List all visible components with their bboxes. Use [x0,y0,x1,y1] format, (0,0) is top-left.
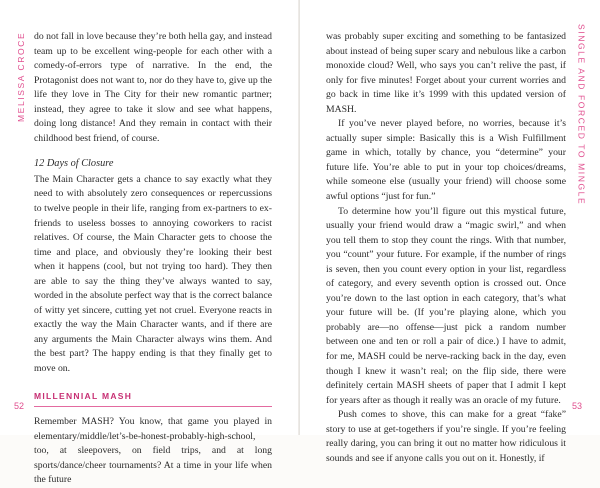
section-rule [34,406,272,407]
right-page [300,0,600,464]
paragraph: do not fall in love because they’re both hella gay, and instead team up to be excellent wing-people for each other with a comedy-of-errors type of narrative. In the end, the Protagonist does not want to, nor do they have to, give up the life they love in The City for their new romantic partner; instead, they agree to take it slow and see what happens, doing long distance! And they remain in contact with their childhood best friend, of course. [34,31,272,144]
right-body-text [326,30,566,466]
paragraph: The Main Character gets a chance to say exactly what they need to with absolutely zero consequences or repercussions to twelve people in their life, ranging from ex-partners to ex-friends to useless bosses to annoying coworkers to racist relatives. Of course, the Main Character gets to choose the time and place, and obviously they’re looking their best when it happens (cool, but not trying too hard). They then are able to say the thing they’ve always wanted to say, worded in the absolute perfect way that is the correct balance of witty yet sincere, cutting yet not cruel. Everyone reacts in exactly the way the Main Character wants, and if there are any arguments the Main Character always wins them. And the best part? The happy ending is that they finally get to move on. [34,173,272,375]
paragraph: was probably super exciting and something to be fantasized about instead of being super scary and nebulous like a carbon monoxide cloud? Well, who says you can’t relive the past, if only for five minutes! Forget about your current worries and go back in time like it’s 1999 with this updated version of MASH. [326,31,566,115]
page-number: 53 [571,401,582,411]
paragraph: If you’ve never played before, no worries, because it’s actually super simple: Basically this is a Wish Fulfillment game in which, totally by chance, you “determine” your future life. You’re able to put in your top choices/dreams, while someone else (usually your friend) will choose some awful options “just for fun.” [326,118,566,203]
left-page [0,0,300,486]
paragraph: To determine how you’ll figure out this mystical future, usually your friend would draw a “magic swirl,” and when you tell them to stop they count the rings. With that number, you “count” your future. For example, if the number of rings is seven, then you count every option in your list, regardless of category, and every seventh option is crossed out. Once you’re down to the last option in each category, that’s what your future will be. (If you’re playing alone, which you probably are—no offense—just pick a random number between one and ten or roll a pair of dice.) I have to admit, for me, MASH could be nerve-racking back in the day, even though I knew it wasn’t real; on the flip side, there were definitely certain MASH sheets of paper that I admit I kept for years after as though it really was an oracle of my future. [326,205,566,406]
section-title: MILLENNIAL MASH [34,390,133,401]
running-head-author: MELISSA CROCE [16,31,26,122]
paragraph: Remember MASH? You know, that game you played in elementary/middle/let’s-be-honest-probably-high-school, too, at sleepovers, on field trips, and at long sports/dance/cheer tournaments? At a time in your life when the future [34,416,272,486]
subheading: 12 Days of Closure [34,158,114,170]
paragraph: Push comes to shove, this can make for a great “fake” story to use at get-togethers if you’re single. If you’re feeling really daring, you can bring it out no matter how ridiculous it sounds and see if anyone calls you out on it. Honestly, if [326,409,566,464]
running-head-title: SINGLE AND FORCED TO MINGLE [576,24,586,206]
page-number: 52 [14,401,25,411]
left-body-text [34,30,272,488]
